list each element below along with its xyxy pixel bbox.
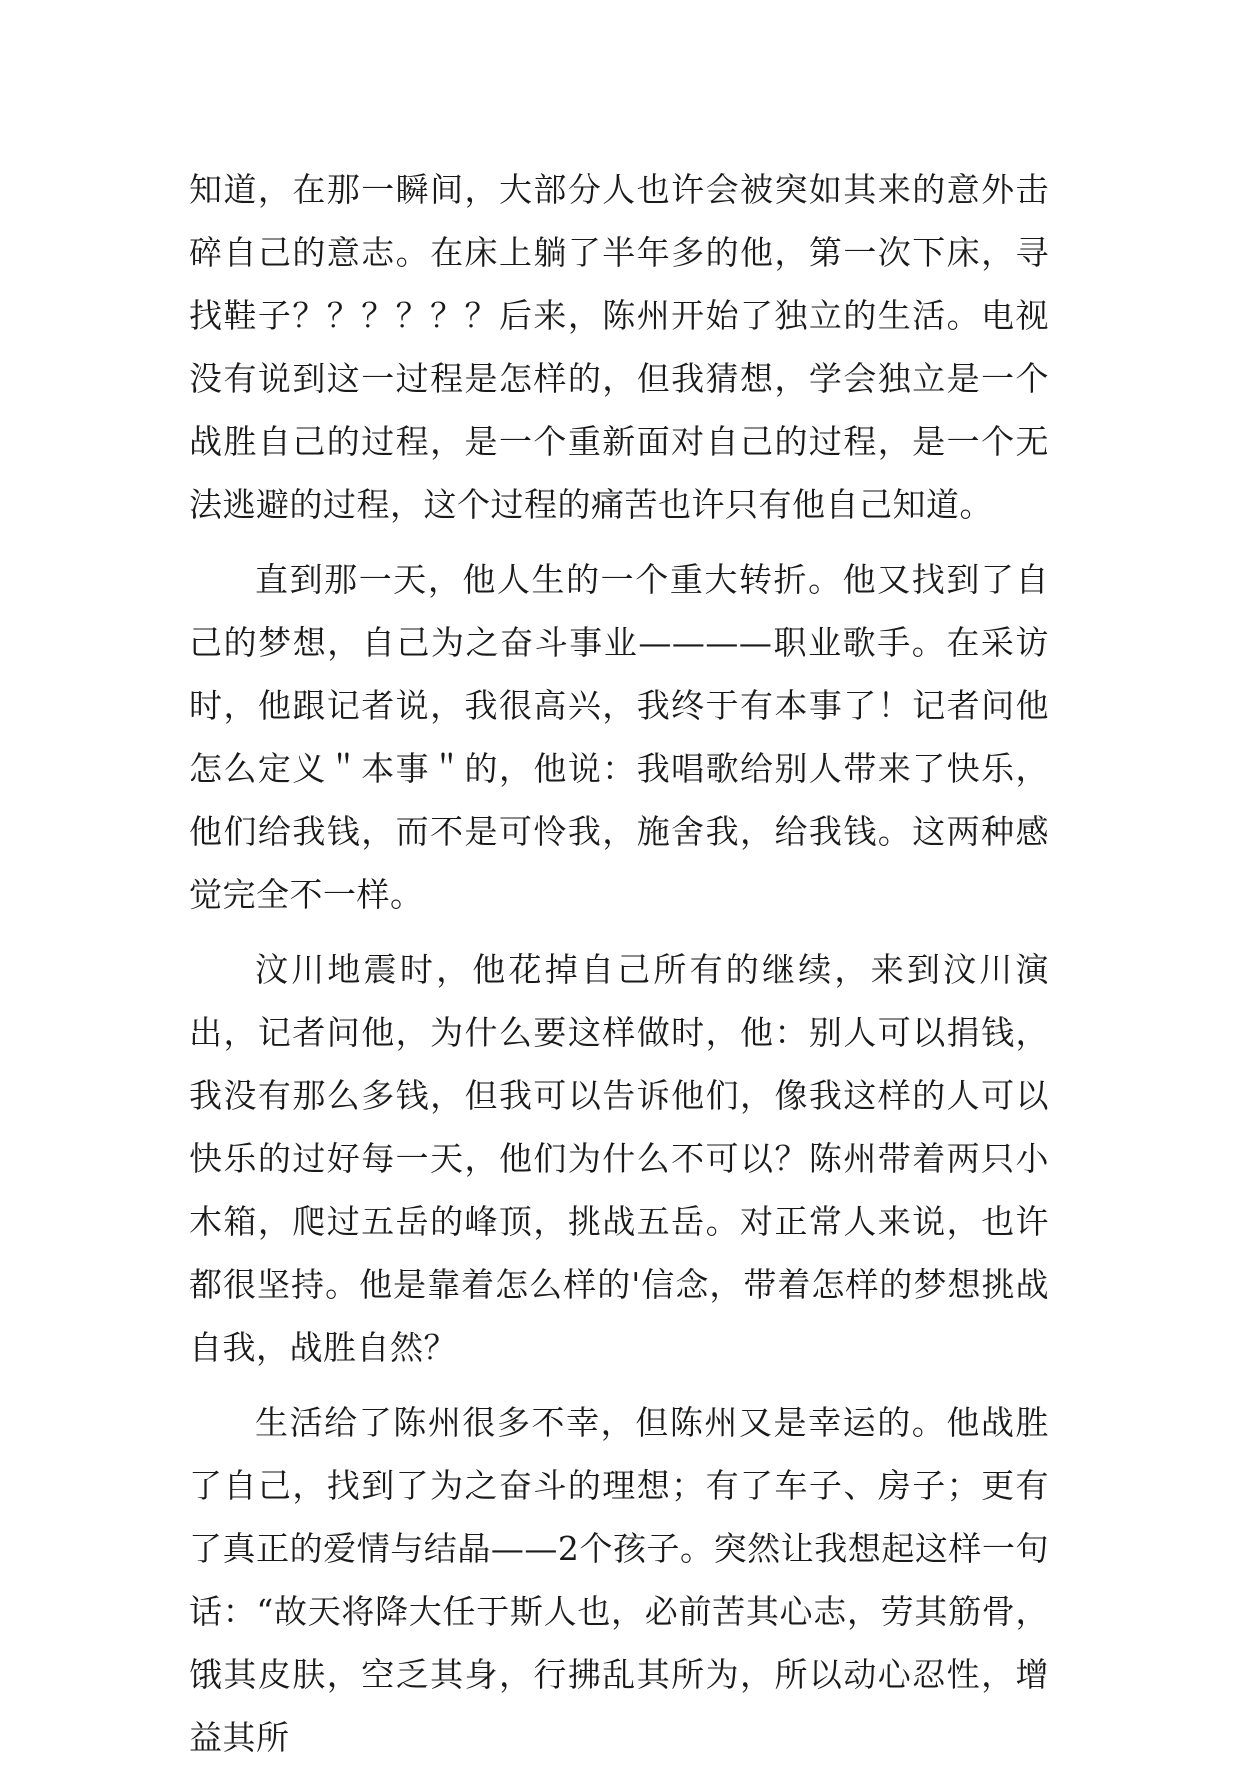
document-body: [189, 158, 1049, 1781]
paragraph-2: 直到那一天，他人生的一个重大转折。他又找到了自己的梦想，自己为之奋斗事业————职业歌手。在采访时，他跟记者说，我很高兴，我终于有本事了！记者问他怎么定义＂本事＂的，他说：我唱歌给别人带来了快乐，他们给我钱，而不是可怜我，施舍我，给我钱。这两种感觉完全不一样。: [189, 560, 1049, 914]
paragraph-1: 知道，在那一瞬间，大部分人也许会被突如其来的意外击碎自己的意志。在床上躺了半年多的他，第一次下床，寻找鞋子？？？？？？后来，陈州开始了独立的生活。电视没有说到这一过程是怎样的，但我猜想，学会独立是一个战胜自己的过程，是一个重新面对自己的过程，是一个无法逃避的过程，这个过程的痛苦也许只有他自己知道。: [189, 170, 1049, 524]
paragraph-3: 汶川地震时，他花掉自己所有的继续，来到汶川演出，记者问他，为什么要这样做时，他：别人可以捐钱，我没有那么多钱，但我可以告诉他们，像我这样的人可以快乐的过好每一天，他们为什么不可以？陈州带着两只小木箱，爬过五岳的峰顶，挑战五岳。对正常人来说，也许都很坚持。他是靠着怎么样的'信念，带着怎样的梦想挑战自我，战胜自然？: [189, 950, 1049, 1367]
paragraph-4: 生活给了陈州很多不幸，但陈州又是幸运的。他战胜了自己，找到了为之奋斗的理想；有了车子、房子；更有了真正的爱情与结晶——2个孩子。突然让我想起这样一句话：“故天将降大任于斯人也，必前苦其心志，劳其筋骨，饿其皮肤，空乏其身，行拂乱其所为，所以动心忍性，增益其所: [189, 1403, 1049, 1757]
